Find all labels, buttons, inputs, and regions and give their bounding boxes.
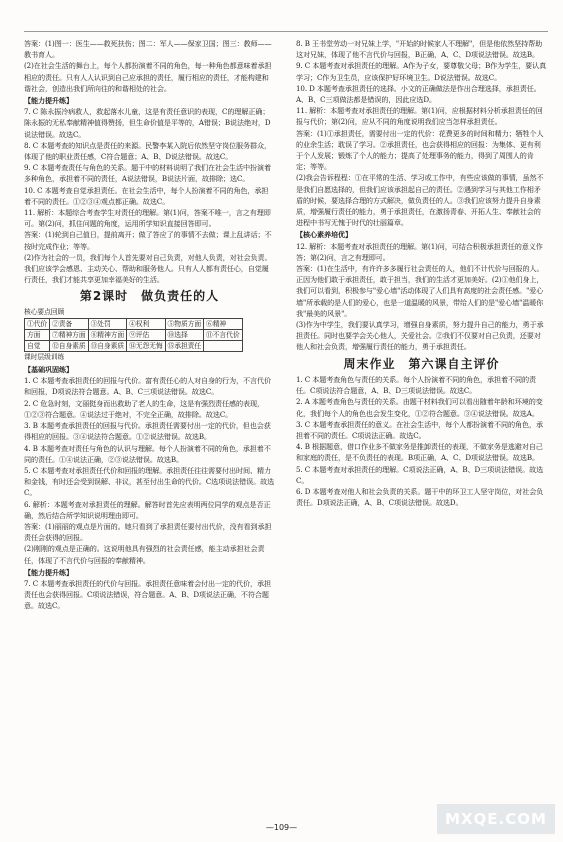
answer-paragraph: 答案：(1)图一：医生——救死扶伤；图二：军人——保家卫国；图三：教师——教书育人。 xyxy=(24,39,272,60)
section-heading-ability: 【能力提升练】 xyxy=(24,567,73,577)
question-answer: 12. 解析：本题考查对承担责任的理解。第(1)问，可结合积极承担责任的意义作答；第(2)问，言之有理即可。 xyxy=(296,241,543,262)
grid-cell: ①代价 xyxy=(25,318,50,329)
section-heading-core-literacy: 【核心素养培优】 xyxy=(296,230,352,240)
question-answer: 9. C 本题考查对承担责任的理解。A作为子女，要尊敬父母；B作为学生，要认真学习；C作为卫生员，应该保护好环境卫生。D说法错误。故选C。 xyxy=(296,61,547,82)
core-points-heading: 核心要点回顾 xyxy=(24,307,65,316)
grid-cell: ⑫自身素质 xyxy=(50,340,88,351)
grid-cell: ④权利 xyxy=(127,318,165,329)
grid-cell: ⑩选择 xyxy=(165,329,203,340)
answer-paragraph: 答案：(1)丽丽的观点是片面的。她只看到了承担责任要付出代价，没有看到承担责任会获得的回报。 xyxy=(24,521,272,543)
question-answer: 3. B 本题考查承担责任的回报与代价。承担责任需要付出一定的代价，但也会获得相应的回报。③④说法符合题意。①②说法错误。故选B。 xyxy=(24,421,271,442)
question-answer: 4. B 根据题意，借口作业多不做家务是推卸责任的表现，不做家务是逃避对自己和家庭的责任，是不负责任的表现。B项正确，A、C、D项说法错误。故选B。 xyxy=(296,442,543,463)
section-heading-ability: 【能力提升练】 xyxy=(24,96,73,106)
grid-cell: ③处罚 xyxy=(88,318,126,329)
grid-cell: ⑬自身素质 xyxy=(88,340,126,351)
grid-cell: ⑤物质方面 xyxy=(165,318,203,329)
question-answer: 1. C 本题考查角色与责任的关系。每个人扮演着不同的角色，承担着不同的责任。C项说法符合题意，A、B、D三项说法错误。故选C。 xyxy=(296,374,537,396)
tier-training-heading: 课时层级训练 xyxy=(24,352,65,361)
question-answer: 8. B 王书堂劳动一对兄妹上学，"开始的时候家人不理解"，但是他依然坚持帮助这对兄妹，体现了他不言代价与回报，B正确，A、C、D项说法错误。故选B。 xyxy=(296,39,543,60)
grid-row xyxy=(25,318,243,329)
question-answer: 11. 解析：本题考查对承担责任的理解。第(1)问，应根据材料分析承担责任的回报与代价；第(2)问，应从不同的角度说明我们应当怎样承担责任。 xyxy=(296,106,543,127)
weekend-homework-title: 周末作业 第六课自主评价 xyxy=(343,356,500,371)
grid-cell: ⑦精神方面 xyxy=(50,329,88,340)
left-column xyxy=(24,38,275,806)
grid-cell: ⑨评估 xyxy=(127,329,165,340)
lesson-title: 第2课时 做负责任的人 xyxy=(79,289,220,304)
question-answer: 4. B 本题考查对责任与角色的认识与理解。每个人扮演着不同的角色，承担着不同的责任。①④说法正确，②③说法错误。故选B。 xyxy=(24,443,271,464)
watermark-logo: MXQE.COM xyxy=(437,804,555,834)
page-number: —109— xyxy=(265,823,298,832)
grid-cell xyxy=(204,340,242,351)
question-answer: 10. C 本题考查自觉承担责任。在社会生活中，每个人扮演着不同的角色，承担着不同的责任。①②③④观点都正确。故选C。 xyxy=(24,185,269,206)
section-heading-basic: 【基础巩固练】 xyxy=(24,365,73,375)
answer-paragraph: (2)作为社会的一员，我们每个人首先要对自己负责，对他人负责，对社会负责。我们应该学会感恩、主动关心、帮助和服务他人。只有人人都有责任心，自觉履行责任，我们才能共享更加幸福美好的生活。 xyxy=(24,252,272,285)
answer-paragraph: (2)我会告诉程程：①在平常的生活、学习或工作中，有些应该做的事情，虽然不是我们自愿选择的，但我们应该承担起自己的责任。②遇到学习与其他工作相矛盾的时候，要选择合理的方式解决，做负责任的人。③我们应该努力提升自身素质，增强履行责任的能力，勇于承担责任，在激扬青春、开拓人生、奉献社会的进程中书写无愧于时代的壮丽篇章。 xyxy=(296,173,544,228)
question-answer: 3. C 本题考查承担责任的意义。在社会生活中，每个人都扮演着不同的角色，承担着不同的责任。C项说法正确。故选C。 xyxy=(296,419,543,440)
grid-cell: ⑪不言代价 xyxy=(204,329,242,340)
grid-cell: 方面 xyxy=(25,329,50,340)
question-answer: 2. C 危急时刻，文丽挺身而出救助了老人的生命，这是有强烈责任感的表现，①②③符合题意。④说法过于绝对，不完全正确，故排除。故选C。 xyxy=(24,398,265,419)
question-answer: 7. C 陈永振冷病救人，救起落水儿童，这是有责任意识的表现，C的理解正确；陈永振的无私奉献精神值得赞扬，但生命价值是平等的，A错误；B说法绝对，D说法错误。故选C。 xyxy=(24,107,271,139)
question-answer: 2. A 本题考查角色与责任的关系。由题干材料我们可以看出随着年龄和环境的变化，我们每个人的角色也会发生变化，①②符合题意。③④说法错误。故选A。 xyxy=(296,397,543,418)
grid-row xyxy=(25,329,243,340)
question-answer: 8. C 本题考查的知识点是责任的来源。民警李某入院后依然坚守岗位服务群众，体现了他的职业责任感，C符合题意；A、B、D说法错误。故选C。 xyxy=(24,140,271,162)
question-answer: 11. 解析：本题综合考查学生对责任的理解。第(1)问，答案不唯一，言之有理即可。第(2)问，抓住问题的角度，运用所学知识直接回答即可。 xyxy=(24,208,271,229)
question-answer: 6. D 本题考查对他人和社会负责的关系。题干中的环卫工人坚守岗位，对社会负责任。D项说法正确，A、B、C项说法错误。故选D。 xyxy=(296,486,544,508)
grid-cell: ⑮承担责任 xyxy=(165,340,203,351)
question-answer: 5. C 本题考查对承担责任的理解。C项说法正确，A、B、D三项说法错误。故选C。 xyxy=(296,464,544,485)
header-rule xyxy=(24,31,548,32)
question-answer: 6. 解析：本题考查对承担责任的理解。解答时首先应表明两位同学的观点是否正确，然后结合所学知识说明理由即可。 xyxy=(24,499,271,520)
grid-cell: ⑥精神 xyxy=(204,318,242,329)
question-answer: 5. C 本题考查对承担责任代价和回报的理解。承担责任往往需要付出时间、精力和金钱，有时还会受到误解、非议，甚至付出生命的代价。C选项说法错误。故选C。 xyxy=(24,465,275,498)
right-column xyxy=(296,38,547,806)
grid-row xyxy=(25,340,243,351)
grid-cell: 自觉 xyxy=(25,340,50,351)
core-points-grid xyxy=(24,318,243,352)
answer-paragraph: (2)刚刚的观点是正确的。这说明他具有强烈的社会责任感，能主动承担社会责任，体现了不言代价与回报的奉献精神。 xyxy=(24,544,265,565)
grid-cell: ②责备 xyxy=(50,318,88,329)
answer-paragraph: (3)作为中学生，我们要认真学习，增强自身素质，努力提升自己的能力，勇于承担责任。同时也要学会关心他人，关爱社会。②我们不仅要对自己负责，还要对他人和社会负责，增强履行责任的能力，勇于承担责任。 xyxy=(296,320,544,352)
grid-cell: ⑧精神方面 xyxy=(88,329,126,340)
answer-paragraph: (2)在社会生活的舞台上，每个人都扮演着不同的角色，每一种角色都意味着承担相应的责任。只有人人认识到自己应承担的责任，履行相应的责任，才能构建和谐社会，创造出我们所向往的和谐相处的社会。 xyxy=(24,61,272,93)
answer-paragraph: 答案：(1)轮到自己值日，提前离开；做了答应了的事情不去做；课上乱讲话；不按时完成作业；等等。 xyxy=(24,230,272,251)
grid-cell: ⑭无怨无悔 xyxy=(127,340,165,351)
question-answer: 1. C 本题考查承担责任的回报与代价。富有责任心的人对自身的行为，不言代价和回报，D项说法符合题意。A、B、C三项说法错误。故选C。 xyxy=(24,376,271,397)
answer-paragraph: 答案：(1)在生活中，有许许多多履行社会责任的人，他们不计代价与回报的人。正因为他们敢于承担责任，敢于担当，我们的生活才更加美好。(2)①他们身上，我们可以看到，积极参与"爱心墙"活动体现了人们具有高度的社会责任感。"爱心墙"所承载的是人们的爱心，也是一道温暖的风景，带给人们的是"爱心墙"温暖你我"最美的风景"。 xyxy=(296,264,544,318)
question-answer: 9. C 本题考查责任与角色的关系。题干中的材料说明了我们在社会生活中扮演着多种角色，承担着不同的责任，A说法错误，B说法片面，故排除；选C。 xyxy=(24,163,271,184)
answer-paragraph: 答案：(1)①承担责任，需要付出一定的代价：花费更多的时间和精力；牺牲个人的业余生活；耽误了学习。②承担责任，也会获得相应的回报：为集体、更有利于个人发展；锻炼了个人的能力；提高了处理事务的能力，得到了周围人的肯定；等等。 xyxy=(296,128,544,172)
question-answer: 7. C 本题考查承担责任的代价与回报。承担责任意味着会付出一定的代价，承担责任也会获得回报。C项说法错误，符合题意。A、B、D项说法正确，不符合题意。故选C。 xyxy=(24,578,271,611)
question-answer: 10. D 本题考查承担责任的选择。小文的正确做法是作出合理选择，承担责任。A、B、C三项做法都是错误的，因此应选D。 xyxy=(296,83,541,105)
